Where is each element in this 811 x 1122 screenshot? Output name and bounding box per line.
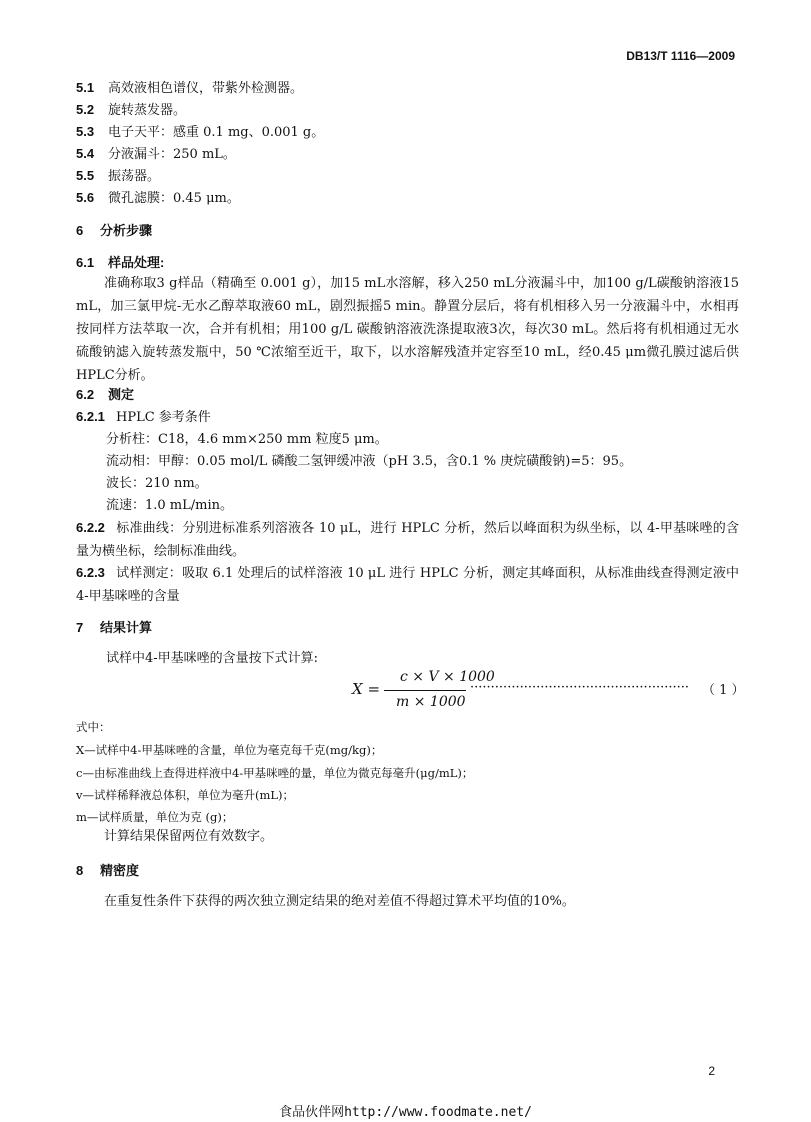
formula-label: （ 1 ） — [702, 683, 745, 698]
variable-definition: X—试样中4-甲基咪唑的含量，单位为毫克每千克(mg/kg)； — [76, 743, 383, 757]
subsection-6-2-3 — [76, 561, 739, 608]
condition-line: 流动相：甲醇：0.05 mol/L 磷酸二氢钾缓冲液（pH 3.5，含0.1 % 庚烷磺酸钠)=5：95。 — [106, 454, 633, 469]
sample-processing-text: 准确称取3 g样品（精确至 0.001 g），加15 mL水溶解，移入250 mL分液漏斗中，加100 g/L碳酸钠溶液15 mL，加三氯甲烷-无水乙醇萃取液60 mL，剧烈振摇5 min。静置分层后，将有机相移入另一分液漏斗中，水相再按同样方法萃取一次，合并有机相；用100 g/L 碳酸钠溶液洗涤提取液3次，每次30 mL。然后将有机相通过无水硫酸钠滤入旋转蒸发瓶中，50 ℃浓缩至近干，取下，以水溶解残渣并定容至10 mL，经0.45 μm微孔膜过滤后供HPLC分析。 — [76, 276, 739, 383]
heading-number: 8 — [76, 863, 84, 878]
formula-leader-dots: ····················································· — [470, 680, 690, 695]
document-code: DB13/T 1116—2009 — [626, 49, 735, 63]
equipment-item — [76, 189, 240, 208]
section-heading-8 — [76, 862, 139, 880]
where-label: 式中： — [76, 720, 111, 734]
item-number: 5.6 — [76, 190, 95, 205]
equipment-item — [76, 145, 236, 164]
item-text: 振荡器。 — [108, 169, 161, 184]
heading-number: 6 — [76, 223, 84, 238]
item-number: 5.2 — [76, 102, 95, 117]
condition-line: 分析柱：C18，4.6 mm×250 mm 粒度5 μm。 — [106, 432, 388, 447]
equipment-item — [76, 79, 303, 98]
formula-lhs: X = — [352, 680, 381, 698]
subsection-6-2-2 — [76, 516, 739, 563]
heading-text: 测定 — [108, 387, 135, 402]
heading-text: 结果计算 — [100, 620, 153, 635]
page-number: 2 — [708, 1064, 715, 1078]
formula-denominator: m × 1000 — [396, 694, 466, 710]
heading-number: 6.1 — [76, 255, 95, 270]
heading-number: 7 — [76, 620, 84, 635]
section-heading-7 — [76, 619, 152, 637]
item-number: 5.5 — [76, 168, 95, 183]
item-number: 5.1 — [76, 80, 95, 95]
subsection-6-1-title — [76, 254, 164, 272]
fraction-bar — [384, 690, 466, 691]
heading-number: 6.2.1 — [76, 409, 105, 424]
condition-line: 波长：210 nm。 — [106, 476, 208, 491]
equipment-item — [76, 123, 324, 142]
subsection-6-2-1-title — [76, 408, 211, 427]
heading-text: 样品处理: — [108, 255, 165, 270]
heading-text: HPLC 参考条件 — [116, 410, 211, 425]
item-text: 高效液相色谱仪，带紫外检测器。 — [108, 81, 304, 96]
formula-intro: 试样中4-甲基咪唑的含量按下式计算: — [106, 651, 319, 666]
item-text: 电子天平：感重 0.1 mg、0.001 g。 — [108, 125, 325, 140]
heading-number: 6.2 — [76, 387, 95, 402]
precision-text: 在重复性条件下获得的两次独立测定结果的绝对差值不得超过算术平均值的10%。 — [104, 894, 575, 909]
item-text: 微孔滤膜：0.45 μm。 — [108, 191, 240, 206]
formula-numerator: c × V × 1000 — [400, 669, 495, 685]
item-text: 旋转蒸发器。 — [108, 103, 187, 118]
variable-definition: m—试样质量，单位为克 (g)； — [76, 810, 234, 824]
variable-definition: c—由标准曲线上查得进样液中4-甲基咪唑的量，单位为微克每毫升(μg/mL)； — [76, 766, 474, 780]
item-number: 5.3 — [76, 124, 95, 139]
heading-number: 6.2.2 — [76, 520, 105, 535]
subsection-6-2-title — [76, 386, 134, 404]
rounding-note: 计算结果保留两位有效数字。 — [104, 829, 274, 844]
footer-link[interactable]: 食品伙伴网http://www.foodmate.net/ — [279, 1105, 532, 1120]
heading-number: 6.2.3 — [76, 565, 105, 580]
item-text: 分液漏斗：250 mL。 — [108, 147, 236, 162]
variable-definition: v—试样稀释液总体积，单位为毫升(mL)； — [76, 788, 295, 802]
section-heading-6 — [76, 222, 152, 240]
item-number: 5.4 — [76, 146, 95, 161]
condition-line: 流速：1.0 mL/min。 — [106, 498, 234, 513]
equipment-item — [76, 167, 160, 186]
paragraph-text: 试样测定：吸取 6.1 处理后的试样溶液 10 μL 进行 HPLC 分析，测定其峰面积，从标准曲线查得测定液中 4-甲基咪唑的含量 — [76, 566, 739, 604]
heading-text: 分析步骤 — [100, 223, 153, 238]
heading-text: 精密度 — [100, 863, 140, 878]
equipment-item — [76, 101, 186, 120]
paragraph-text: 标准曲线：分别进标准系列溶液各 10 μL，进行 HPLC 分析，然后以峰面积为纵坐标，以 4-甲基咪唑的含量为横坐标，绘制标准曲线。 — [76, 521, 739, 559]
